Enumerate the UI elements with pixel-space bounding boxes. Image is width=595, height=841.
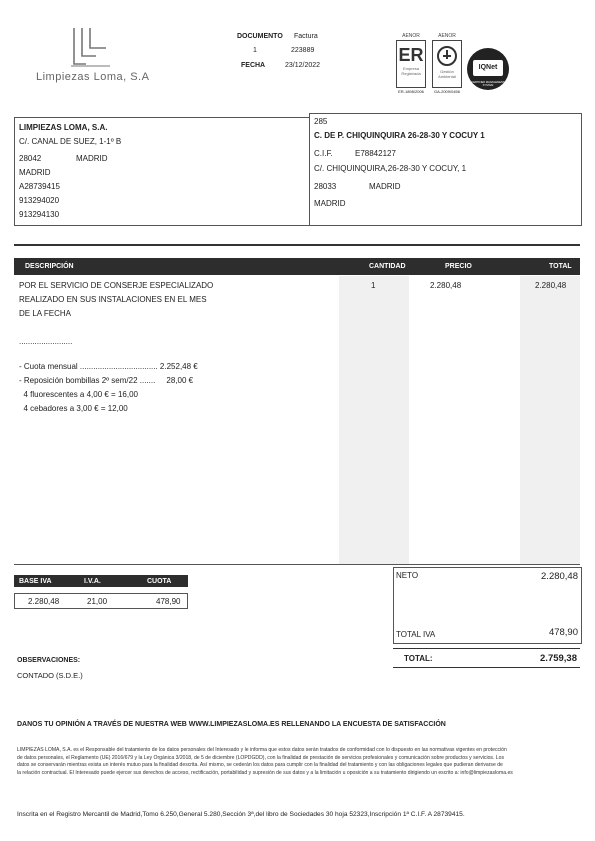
totals-box <box>393 567 582 644</box>
legal-text <box>17 747 577 777</box>
aenor-er-code: ER-1898/2006 <box>398 89 424 94</box>
item-total: 2.280,48 <box>535 281 567 290</box>
tax-header-band <box>14 575 188 587</box>
document-type: Factura <box>294 33 318 40</box>
company-logo-name: Limpiezas Loma, S.A <box>36 71 150 83</box>
grand-total-value: 2.759,38 <box>540 653 577 664</box>
grand-total-row <box>393 648 580 668</box>
issuer-city: MADRID <box>76 154 108 163</box>
col-iva-rate: I.V.A. <box>84 578 101 585</box>
observations-label: OBSERVACIONES: <box>17 657 81 664</box>
issuer-phone1: 913294020 <box>19 196 60 205</box>
client-zip: 28033 <box>314 182 337 191</box>
legal-line-1: LIMPIEZAS LOMA, S.A. es el Responsable del tratamiento de los datos personales del Interesado y le informa que estos datos serán tratados de conformidad con lo dispuesto en las normativas vigentes en protección <box>17 747 507 753</box>
aenor-ga-top: AENOR <box>438 33 456 39</box>
items-header-band <box>14 258 580 275</box>
legal-line-4: la relación contractual. El Interesado puede ejercer sus derechos de acceso, rectificación, portabilidad y supresión de sus datos y a la limitación u oposición a su tratamiento dirigiendo un escrito a: info@limpiezasloma.es <box>17 769 513 776</box>
total-iva-value: 478,90 <box>548 627 578 638</box>
client-cif: E78842127 <box>355 149 396 158</box>
aenor-er-badge <box>394 33 428 97</box>
aenor-ga-code: GA-2009/0456 <box>433 89 461 94</box>
aenor-er-caption: Empresa Registrada <box>401 66 421 76</box>
client-city: MADRID <box>369 182 401 191</box>
item-desc-line-2: REALIZADO EN SUS INSTALACIONES EN EL MES <box>19 295 207 304</box>
document-number-prefix: 1 <box>253 47 257 54</box>
lll-logo-icon <box>68 26 114 68</box>
tax-base: 2.280,48 <box>28 597 60 606</box>
tax-amount: 478,90 <box>156 597 181 606</box>
col-description: DESCRIPCIÓN <box>25 263 74 270</box>
client-province: MADRID <box>314 199 346 208</box>
item-detail-line-1: - Cuota mensual ................................... 2.252,48 € <box>19 362 198 371</box>
registry-footer: Inscrita en el Registro Mercantil de Madrid,Tomo 6.250,General 5.280,Sección 3ª,del libro de Sociedades 30 hoja 52323,Inscripción 1ª C.I.F. A 28739415. <box>17 811 465 818</box>
total-iva-label: TOTAL IVA <box>396 630 436 639</box>
grand-total-label: TOTAL: <box>404 654 433 663</box>
table-top-rule <box>14 244 580 246</box>
client-name: C. DE P. CHIQUINQUIRA 26-28-30 Y COCUY 1 <box>314 131 485 140</box>
col-quantity: CANTIDAD <box>369 263 406 270</box>
legal-line-3: datos se conservarán mientras exista un interés mutuo para la finalidad descrita. Así mismo, se cederán los datos para cumplir con la finalidad del tratamiento y con las obligaciones legales que pudieran derivarse de <box>17 762 503 769</box>
item-detail-line-4: 4 cebadores a 3,00 € = 12,00 <box>19 404 128 413</box>
issuer-zip: 28042 <box>19 154 42 163</box>
aenor-er-mark: ER <box>398 45 424 65</box>
issuer-province: MADRID <box>19 168 51 177</box>
client-address: C/. CHIQUINQUIRA,26-28-30 Y COCUY, 1 <box>314 164 467 173</box>
client-cif-label: C.I.F. <box>314 149 333 158</box>
issuer-name: LIMPIEZAS LOMA, S.A. <box>19 123 108 132</box>
survey-notice: DANOS TU OPINIÓN A TRAVÉS DE NUESTRA WEB WWW.LIMPIEZASLOMA.ES RELLENANDO LA ENCUESTA DE SATISFACCIÓN <box>17 721 446 728</box>
aenor-ga-caption: Gestión Ambiental <box>438 69 456 79</box>
aenor-er-top: AENOR <box>402 33 420 39</box>
total-column-bg <box>520 276 580 564</box>
col-cuota: CUOTA <box>147 578 172 585</box>
item-desc-line-1: POR EL SERVICIO DE CONSERJE ESPECIALIZADO <box>19 281 214 290</box>
iqnet-badge <box>467 48 509 90</box>
document-label: DOCUMENTO <box>237 33 283 40</box>
quantity-column-bg <box>339 276 409 564</box>
neto-value: 2.280,48 <box>541 571 578 582</box>
item-price: 2.280,48 <box>430 281 462 290</box>
client-code: 285 <box>314 117 328 126</box>
iqnet-ring-text: CERTIFIED MANAGEMENT SYSTEM <box>471 81 505 87</box>
col-base-iva: BASE IVA <box>19 578 52 585</box>
issuer-phone2: 913294130 <box>19 210 60 219</box>
item-dots-line: ........................ <box>19 337 73 346</box>
neto-label: NETO <box>396 571 419 580</box>
observations-value: CONTADO (S.D.E.) <box>17 671 83 680</box>
date-label: FECHA <box>241 62 266 69</box>
item-quantity: 1 <box>371 281 376 290</box>
item-detail-line-2: - Reposición bombillas 2º sem/22 ....... 28,00 € <box>19 376 194 385</box>
issuer-cif: A28739415 <box>19 182 60 191</box>
col-price: PRECIO <box>445 263 472 270</box>
issuer-address: C/. CANAL DE SUEZ, 1-1º B <box>19 137 122 146</box>
document-number: 223889 <box>291 47 315 54</box>
item-detail-line-3: 4 fluorescentes a 4,00 € = 16,00 <box>19 390 138 399</box>
table-bottom-rule <box>14 564 580 565</box>
item-desc-line-3: DE LA FECHA <box>19 309 72 318</box>
col-total: TOTAL <box>549 263 572 270</box>
tax-rate: 21,00 <box>87 597 108 606</box>
leaf-circle-icon <box>436 45 458 67</box>
legal-line-2: de datos personales, el Reglamento (UE) 2016/679 y la Ley Orgánica 3/2018, de 5 de diciembre (LOPDGDD), con la finalidad de prestación de servicios profesionales y comunicación sobre productos y servicios. Los <box>17 754 504 761</box>
tax-row <box>14 593 188 609</box>
document-date: 23/12/2022 <box>285 62 321 69</box>
iqnet-label: IQNet <box>473 60 503 76</box>
aenor-ga-badge <box>430 33 464 97</box>
